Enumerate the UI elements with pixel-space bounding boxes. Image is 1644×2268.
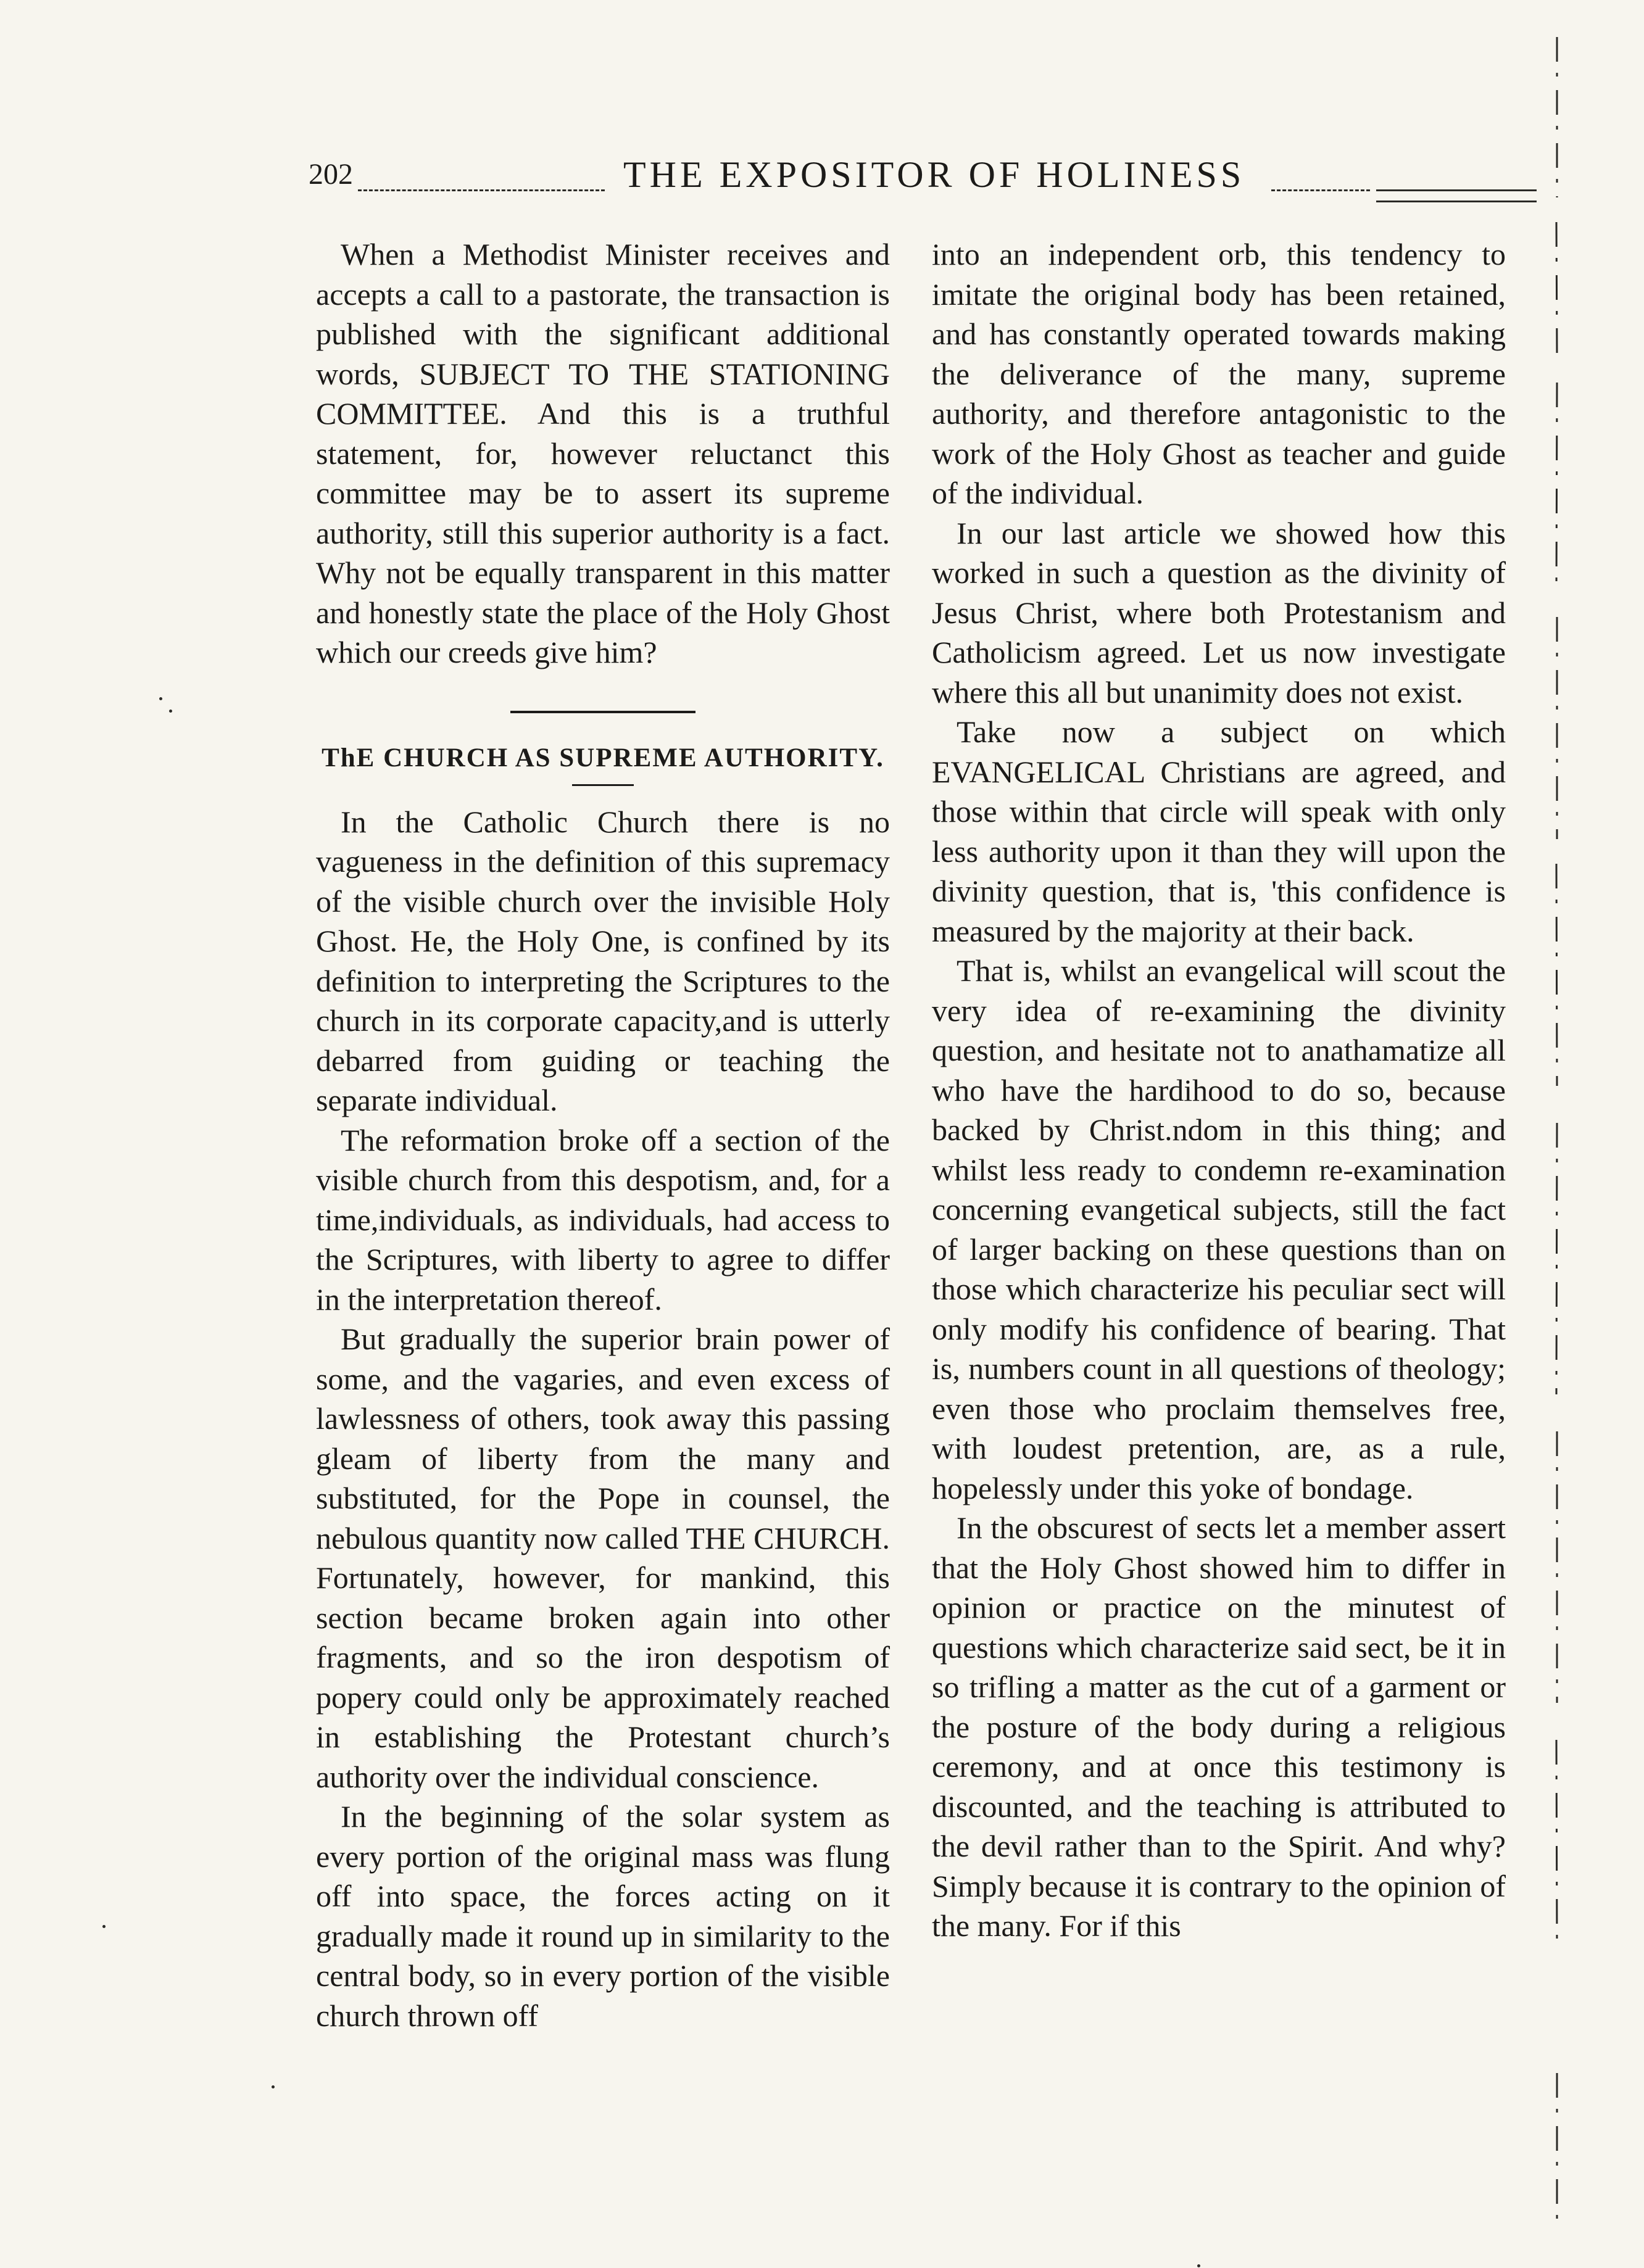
header-rule — [358, 189, 605, 191]
paragraph: In the beginning of the solar system as every portion of the original mass was flung off into space, the forces acting on it gradually made it round up in similarity to the central body, so in every portion of the visible church thrown off — [316, 1799, 890, 2033]
running-head — [309, 154, 1543, 207]
scan-speck — [169, 710, 172, 713]
paragraph: In our last article we showed how this worked in such a question as the divinity of Jesus Christ, where both Protestanism and Catholicism agreed. Let us now investigate where this all but unanimity does not exist. — [932, 515, 1506, 710]
paragraph: But gradually the superior brain power of some, and the vagaries, and even excess of lawlessness of others, took away this passing gleam of liberty from the many and substituted, for the Pope in counsel, the nebulous quantity now called THE CHURCH. Fortunately, however, for mankind, this section became broken again into other fragments, and so the iron despotism of popery could only be approximately reached in establishing the Protestant church’s authority over the individual conscience. — [316, 1322, 890, 1794]
header-rule — [1376, 189, 1537, 191]
paragraph: In the obscurest of sects let a member assert that the Holy Ghost showed him to differ in opinion or practice on the minutest of questions which characterize said sect, be it in so trifling a matter as the cut of a garment or the posture of the body during a religious ceremony, and at once this testimony is discounted, and the teaching is attributed to the devil rather than to the Spirit. And why? Simply because it is contrary to the opinion of the many. For if this — [932, 1510, 1506, 1943]
paragraph: In the Catholic Church there is no vagueness in the definition of this supremacy of the visible church over the invisible Holy Ghost. He, the Holy One, is confined by its definition to interpreting the Scriptures to the church in its corporate capacity,and is utterly debarred from guiding or teaching the separate individual. — [316, 804, 890, 1117]
scan-speck — [102, 1925, 106, 1928]
running-title: THE EXPOSITOR OF HOLINESS — [623, 154, 1245, 195]
scan-speck — [159, 697, 162, 700]
heading-rule — [572, 784, 634, 786]
scan-speck — [1197, 2264, 1200, 2267]
left-column — [316, 234, 890, 2035]
scan-edge-artifact — [1555, 37, 1559, 2227]
header-rule — [1376, 201, 1537, 202]
header-rule — [1271, 189, 1370, 191]
paragraph: That is, whilst an evangelical will scout the very idea of re-examining the divinity question, and hesitate not to anathamatize all who have the hardihood to do so, because backed by Christ.ndom in this thing; and whilst less ready to condemn re-examination concerning evangetical subjects, still the fact of larger backing on these questions than on those which characterize his peculiar sect will only modify his confidence of bearing. That is, numbers count in all questions of theology; even those who proclaim themselves free, with loudest pretention, are, as a rule, hopelessly under this yoke of bondage. — [932, 953, 1506, 1505]
paragraph: into an independent orb, this tendency to imitate the original body has been retained, and has constantly operated towards making the deliverance of the many, supreme authority, and therefore antagonistic to the work of the Holy Ghost as teacher and guide of the individual. — [932, 237, 1506, 510]
right-column — [932, 234, 1506, 1946]
section-heading: ThE CHURCH AS SUPREME AUTHORITY. — [322, 743, 884, 772]
paragraph: The reformation broke off a section of the visible church from this despotism, and, for a time,individuals, as individuals, had access to the Scriptures, with liberty to agree to differ in the interpretation thereof. — [316, 1122, 890, 1317]
scan-speck — [272, 2085, 275, 2088]
page-number: 202 — [309, 158, 353, 191]
paragraph: Take now a subject on which EVANGELICAL Christians are agreed, and those within that circle will speak with only less authority upon it than they will upon the divinity question, that is, 'this confidence is measured by the majority at their back. — [932, 714, 1506, 948]
paragraph: When a Methodist Minister receives and accepts a call to a pastorate, the transaction is published with the significant additional words, SUBJECT TO THE STATIONING COMMITTEE. And this is a truthful statement, for, however reluctanct this committee may be to assert its supreme authority, still this superior authority is a fact. Why not be equally transparent in this matter and honestly state the place of the Holy Ghost which our creeds give him? — [316, 237, 890, 669]
section-divider — [510, 711, 695, 713]
